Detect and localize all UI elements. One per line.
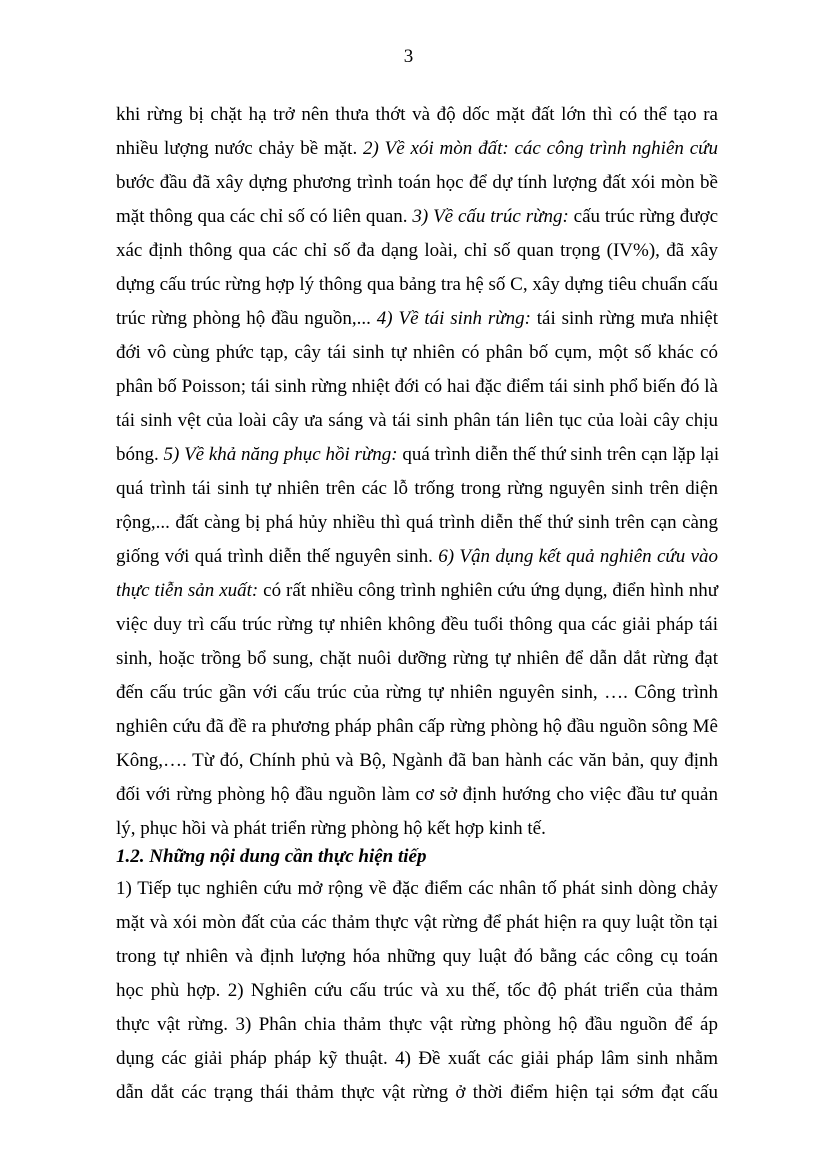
text-line: trong tự nhiên và định lượng hóa những quy luật đó bằng các công cụ toán bbox=[116, 946, 718, 967]
text-line: tái sinh vệt của loài cây ưa sáng và tái sinh phân tán liên tục của loài cây chịu bbox=[116, 410, 718, 431]
text-line: quá trình tái sinh tự nhiên trên các lỗ trống trong rừng nguyên sinh trên diện bbox=[116, 478, 718, 499]
page-number: 3 bbox=[403, 46, 414, 67]
text-line: dựng cấu trúc rừng hợp lý thông qua bảng tra hệ số C, xây dựng tiêu chuẩn cấu bbox=[116, 274, 718, 295]
text-line: dẫn dắt các trạng thái thảm thực vật rừng ở thời điểm hiện tại sớm đạt cấu bbox=[116, 1082, 718, 1103]
text-line: đến cấu trúc gần với cấu trúc của rừng tự nhiên nguyên sinh, …. Công trình bbox=[116, 682, 718, 703]
text-line: lý, phục hồi và phát triển rừng phòng hộ kết hợp kinh tế. bbox=[116, 818, 546, 839]
text-line: thực tiễn sản xuất: có rất nhiều công trình nghiên cứu ứng dụng, điển hình như bbox=[116, 580, 719, 601]
text-line: nghiên cứu đã đề ra phương pháp phân cấp rừng phòng hộ đầu nguồn sông Mê bbox=[116, 716, 718, 737]
text-line: nhiều lượng nước chảy bề mặt. 2) Về xói mòn đất: các công trình nghiên cứu bbox=[116, 138, 719, 159]
text-line: trúc rừng phòng hộ đầu nguồn,... 4) Về tái sinh rừng: tái sinh rừng mưa nhiệt bbox=[116, 308, 719, 329]
text-line: học phù hợp. 2) Nghiên cứu cấu trúc và xu thế, tốc độ phát triển của thảm bbox=[116, 980, 718, 1001]
text-line: dụng các giải pháp pháp kỹ thuật. 4) Đề xuất các giải pháp lâm sinh nhằm bbox=[116, 1048, 718, 1069]
text-line: rộng,... đất càng bị phá hủy nhiều thì quá trình diễn thế thứ sinh trên cạn càng bbox=[116, 512, 718, 533]
text-line: mặt thông qua các chỉ số có liên quan. 3) Về cấu trúc rừng: cấu trúc rừng được bbox=[116, 206, 719, 227]
text-line: đới vô cùng phức tạp, cây tái sinh tự nhiên có phân bố cụm, một số khác có bbox=[116, 342, 718, 363]
text-line: đối với rừng phòng hộ đầu nguồn làm cơ sở định hướng cho việc đầu tư quản bbox=[116, 784, 718, 805]
text-line: khi rừng bị chặt hạ trở nên thưa thớt và độ dốc mặt đất lớn thì có thể tạo ra bbox=[116, 104, 718, 125]
text-line: giống với quá trình diễn thế nguyên sinh. 6) Vận dụng kết quả nghiên cứu vào bbox=[116, 546, 719, 567]
text-line: bóng. 5) Về khả năng phục hồi rừng: quá trình diễn thế thứ sinh trên cạn lặp lại bbox=[116, 444, 720, 465]
text-line: bước đầu đã xây dựng phương trình toán học để dự tính lượng đất xói mòn bề bbox=[116, 172, 718, 193]
section-heading: 1.2. Những nội dung cần thực hiện tiếp bbox=[116, 846, 427, 867]
text-line: Kông,…. Từ đó, Chính phủ và Bộ, Ngành đã ban hành các văn bản, quy định bbox=[116, 750, 718, 771]
text-line: sinh, hoặc trồng bổ sung, chặt nuôi dưỡng rừng tự nhiên để dẫn dắt rừng đạt bbox=[116, 648, 718, 669]
text-line: phân bố Poisson; tái sinh rừng nhiệt đới có hai đặc điểm tái sinh phổ biến đó là bbox=[116, 376, 718, 397]
text-line: mặt và xói mòn đất của các thảm thực vật rừng để phát hiện ra quy luật tồn tại bbox=[116, 912, 718, 933]
text-line: thực vật rừng. 3) Phân chia thảm thực vật rừng phòng hộ đầu nguồn để áp bbox=[116, 1014, 718, 1035]
text-line: xác định thông qua các chỉ số đa dạng loài, chỉ số quan trọng (IV%), đã xây bbox=[116, 240, 718, 261]
text-line: việc duy trì cấu trúc rừng tự nhiên không đều tuổi thông qua các giải pháp tái bbox=[116, 614, 718, 635]
text-line: 1) Tiếp tục nghiên cứu mở rộng về đặc điểm các nhân tố phát sinh dòng chảy bbox=[116, 878, 718, 899]
